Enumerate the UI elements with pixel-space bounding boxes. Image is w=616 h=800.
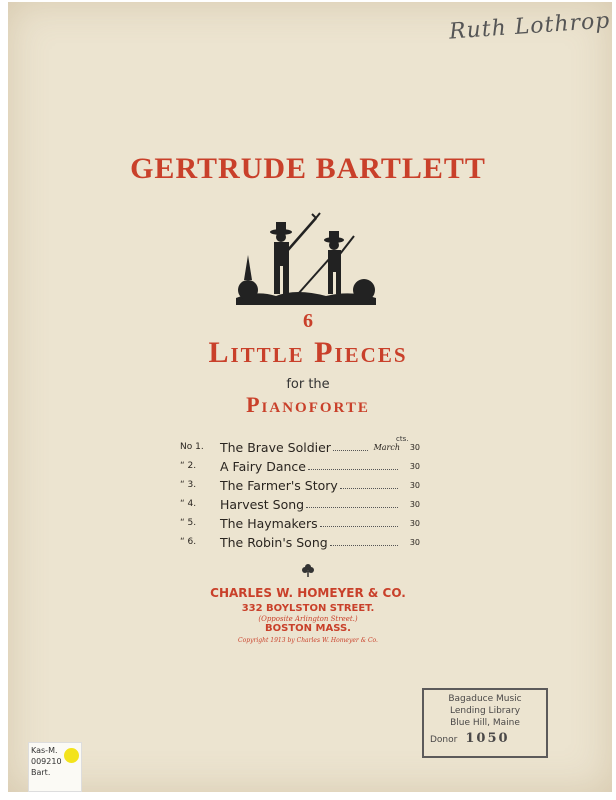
stamp-line-3: Blue Hill, Maine (450, 718, 520, 728)
table-of-contents (180, 436, 420, 550)
piece-number: “ 4. (180, 499, 197, 509)
piece-price: 30 (409, 538, 420, 547)
list-item (180, 436, 420, 455)
yellow-dot-sticker (64, 748, 79, 763)
leader-dots (333, 449, 368, 451)
list-item (180, 493, 420, 512)
instrument-name: Pianoforte (246, 392, 370, 417)
sticker-line-3: Bart. (31, 768, 51, 777)
stamp-line-2: Lending Library (449, 706, 521, 716)
composer-name: GERTRUDE BARTLETT (130, 152, 486, 185)
piece-number: “ 5. (180, 518, 197, 528)
list-item (180, 531, 420, 550)
sticker-line-1: Kas-M. (31, 746, 58, 755)
donor-number: 1050 (465, 731, 510, 746)
piece-number: No 1. (180, 442, 204, 452)
copyright-notice: Copyright 1913 by Charles W. Homeyer & Co. (238, 637, 378, 644)
library-stamp (422, 688, 548, 758)
leader-dots (306, 506, 398, 508)
owner-signature: Ruth Lothrop (447, 8, 611, 45)
leader-dots (340, 487, 398, 489)
piece-number: “ 2. (180, 461, 197, 471)
piece-title: The Brave Soldier (220, 440, 331, 455)
piece-title: A Fairy Dance (220, 459, 306, 474)
stamp-line-1: Bagaduce Music (448, 694, 522, 704)
leader-dots (308, 468, 398, 470)
piece-price: 30 (409, 519, 420, 528)
leader-dots (330, 544, 398, 546)
publisher-address: 332 BOYLSTON STREET. (241, 603, 375, 614)
price-header: cts. (396, 435, 409, 443)
piece-price: 30 (409, 462, 420, 471)
publisher-name: CHARLES W. HOMEYER & CO. (210, 586, 406, 600)
list-item (180, 455, 420, 474)
piece-number: “ 6. (180, 537, 197, 547)
collection-title: Little Pieces (208, 336, 408, 369)
donor-label: Donor (430, 735, 458, 745)
piece-price: 30 (409, 481, 420, 490)
for-the-label: for the (286, 377, 330, 392)
piece-price: 30 (409, 500, 420, 509)
piece-title: The Haymakers (220, 516, 318, 531)
donor-row (430, 733, 540, 746)
publisher-opposite: (Opposite Arlington Street.) (258, 615, 358, 623)
piece-note: March (373, 443, 400, 452)
farmers-silhouette-image (236, 210, 376, 305)
list-item (180, 512, 420, 531)
leader-dots (320, 525, 398, 527)
flower-ornament-icon (300, 562, 316, 578)
piece-title: Harvest Song (220, 497, 305, 512)
piece-title: The Farmer's Story (220, 478, 338, 493)
piece-price: 30 (409, 443, 420, 452)
publisher-city: BOSTON MASS. (265, 623, 351, 634)
piece-count: 6 (303, 310, 313, 332)
list-item (180, 474, 420, 493)
piece-number: “ 3. (180, 480, 197, 490)
piece-title: The Robin's Song (220, 535, 328, 550)
sticker-line-2: 009210 (31, 757, 62, 766)
